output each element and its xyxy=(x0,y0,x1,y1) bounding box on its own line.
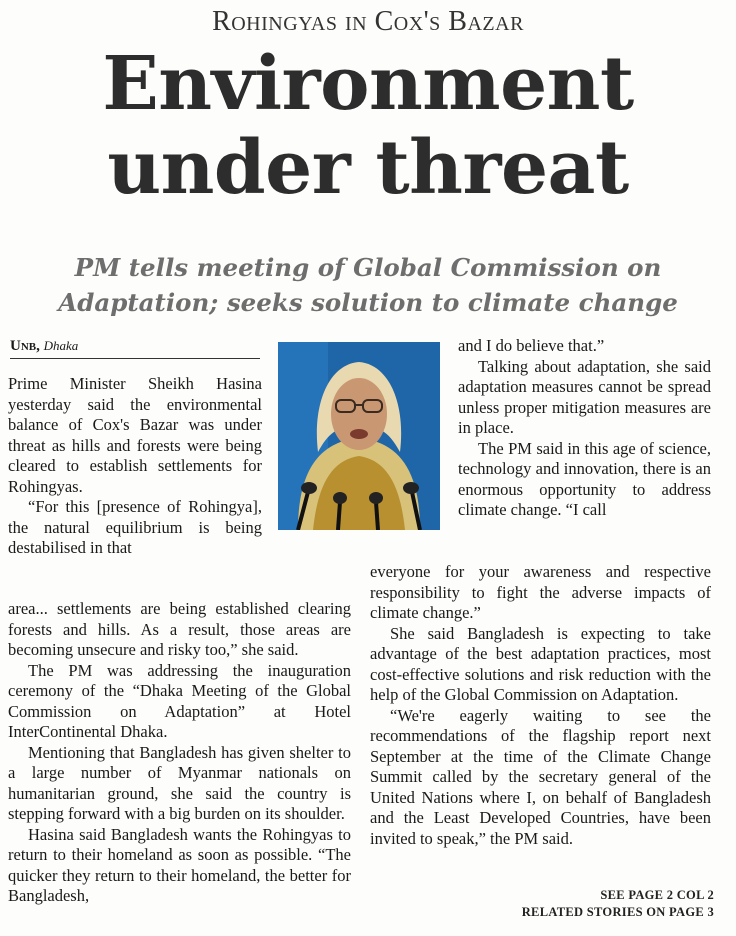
jump-line-related-stories: RELATED STORIES ON PAGE 3 xyxy=(521,905,714,919)
paragraph: “For this [presence of Rohingya], the natural equilibrium is being destabilised in that xyxy=(8,497,262,557)
headline xyxy=(0,42,736,210)
paragraph: Mentioning that Bangladesh has given shelter to a large number of Myanmar nationals on humanitarian ground, she said the country is stepping forward with a big burden on its shoulder. xyxy=(8,742,351,823)
paragraph: The PM said in this age of science, technology and innovation, there is an enormous opportunity to address climate change. “I call xyxy=(458,438,711,519)
byline xyxy=(10,338,260,359)
subhead-line-1: PM tells meeting of Global Commission on xyxy=(74,253,662,282)
paragraph: Hasina said Bangladesh wants the Rohingyas to return to their homeland as soon as possible. “The quicker they return to their homeland, the better for Bangladesh, xyxy=(8,824,351,905)
paragraph: everyone for your awareness and respective responsibility to fight the adverse impacts of climate change.” xyxy=(370,562,711,622)
headline-line-2: under threat xyxy=(107,125,629,211)
paragraph: Talking about adaptation, she said adaptation measures cannot be spread unless proper mitigation measures are in place. xyxy=(458,356,711,437)
column-2-bottom xyxy=(370,562,711,849)
byline-place: Dhaka xyxy=(43,338,79,353)
subhead-line-2: Adaptation; seeks solution to climate change xyxy=(58,288,678,317)
byline-agency: Unb, xyxy=(10,338,40,354)
paragraph: She said Bangladesh is expecting to take advantage of the best adaptation practices, most cost-effective solutions and risk reduction with the help of the Global Commission on Adaptation. xyxy=(370,623,711,704)
column-1-bottom xyxy=(8,599,351,907)
headline-line-1: Environment xyxy=(102,41,634,127)
subhead xyxy=(0,250,736,320)
paragraph: “We're eagerly waiting to see the recommendations of the flagship report next September at the time of the Climate Change Summit called by the secretary general of the United Nations where I, on behalf of Bangladesh and the Least Developed Countries, have been invited to speak,” the PM said. xyxy=(370,705,711,848)
paragraph: and I do believe that.” xyxy=(458,336,605,355)
speaker-photo xyxy=(278,342,440,530)
jump-line-page-2: SEE PAGE 2 COL 2 xyxy=(600,888,714,902)
kicker: Rohingyas in Cox's Bazar xyxy=(212,6,524,37)
column-2-top xyxy=(458,336,711,521)
paragraph: area... settlements are being established clearing forests and hills. As a result, those areas are becoming unsecure and risky too,” she said. xyxy=(8,599,351,659)
column-1-top xyxy=(8,374,262,559)
paragraph: Prime Minister Sheikh Hasina yesterday said the environmental balance of Cox's Bazar was under threat as hills and forests were being cleared to establish settlements for Rohingyas. xyxy=(8,374,262,496)
portrait-of-speaker-at-microphones-icon xyxy=(278,342,440,530)
paragraph: The PM was addressing the inauguration ceremony of the “Dhaka Meeting of the Global Commission on Adaptation” at Hotel InterContinental Dhaka. xyxy=(8,660,351,741)
